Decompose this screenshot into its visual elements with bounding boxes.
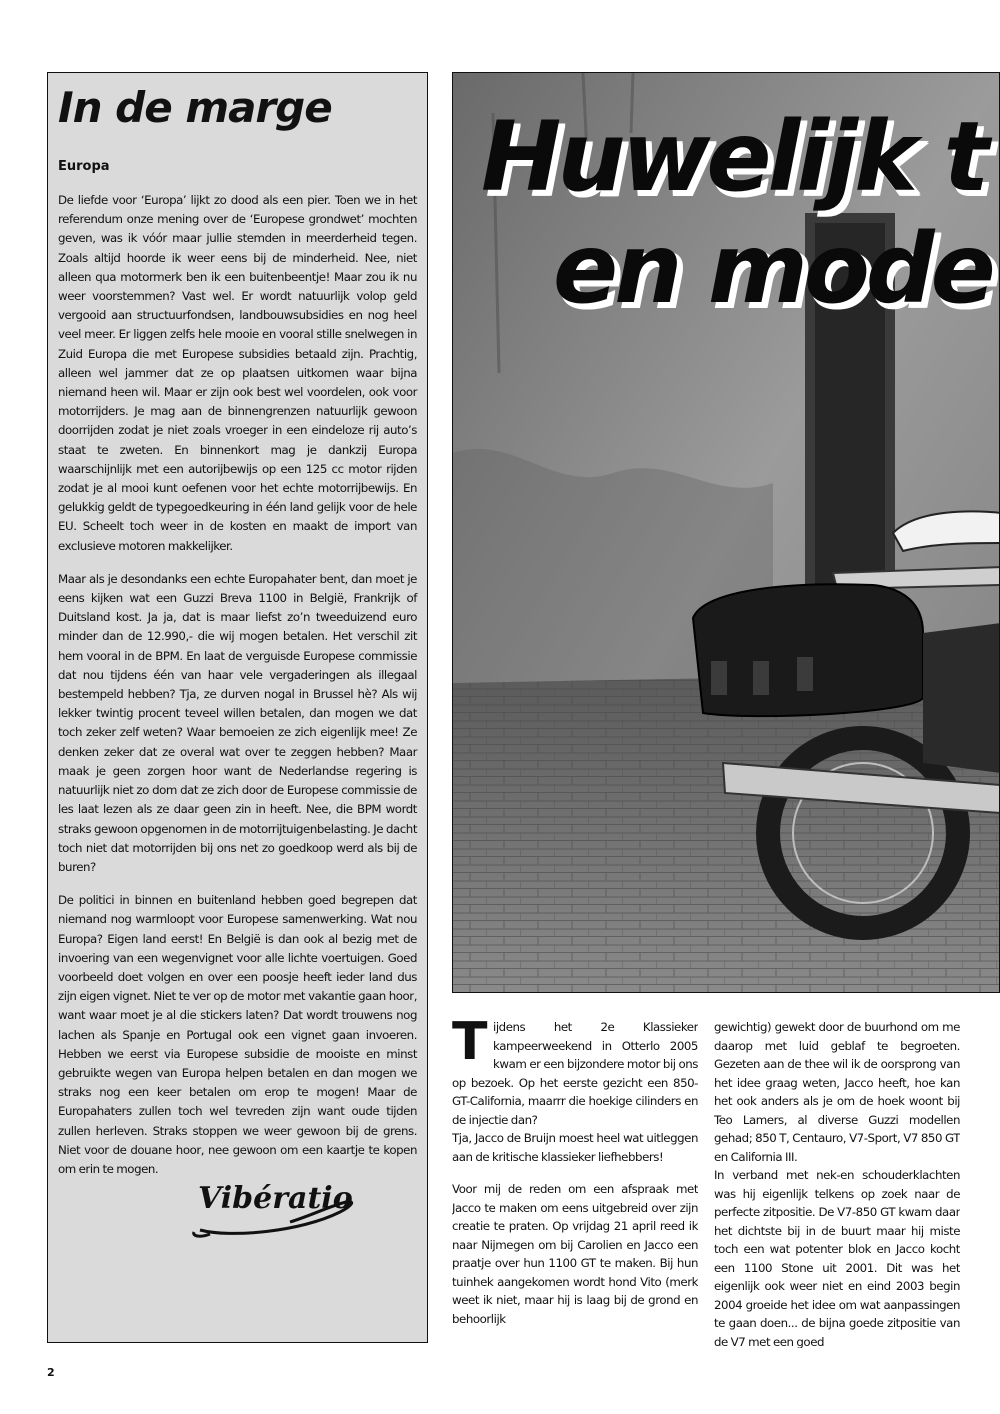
- article-paragraph-1: [452, 1018, 698, 1129]
- sidebar-paragraph-2: Maar als je desondanks een echte Europahater bent, dan moet je eens kijken wat een Guzzi Breva 1100 in België, Frankrijk of Duitsland kost. Ja ja, dat is maar liefst zo’n tweeduizend euro minder dan de 12.990,- die wij mogen betalen. Het verschil zit hem vooral in de BPM. En laat de verguisde Europese commissie dat nou tijdens één van haar vele vergaderingen als illegaal bestempeld hebben? Tja, ze durven nogal in Brussel hè? Als wij lekker twintig procent teveel willen betalen, dan mogen we dat toch zeker zelf weten? Waar bemoeien ze zich eigenlijk mee! Ze denken zeker dat ze overal wat over te zeggen hebben? Maar maak je geen zorgen hoor want de Nederlandse regering is natuurlijk niet zo dom dat ze zich door de Europese commissie de les laat lezen als ze daar geen zin in heeft. Nee, die BPM wordt straks gewoon opgenomen in de motorrijtuigenbelasting. Je dacht toch niet dat motorrijden bij ons net zo goedkoop werd als bij de buren?: [58, 571, 417, 874]
- page-number: 2: [47, 1366, 55, 1379]
- article-column-2: [714, 1018, 960, 1348]
- motorcycle-photo: [452, 72, 1000, 993]
- article-paragraph-3: Voor mij de reden om een afspraak met Jacco te maken om eens uitgebreid over zijn creatie te praten. Op vrijdag 21 april reed ik naar Nijmegen om bij Carolien en Jacco een praatje over hun 1100 GT te maken. Bij hun tuinhek aangekomen wordt hond Vito (merk weet ik niet, maar hij is laag bij de grond en behoorlijk: [452, 1182, 698, 1326]
- sidebar-paragraph-1: De liefde voor ‘Europa’ lijkt zo dood als een pier. Toen we in het referendum onze mening over de ‘Europese grondwet’ mochten geven, was ik vóór maar jullie stemden in meerderheid tegen. Zoals altijd hoorde ik weer eens bij de minderheid. Nee, niet alleen qua motormerk ben ik een buitenbeentje! Maar zou ik nu weer voorstemmen? Vast wel. Er wordt natuurlijk volop geld vergooid aan structuurfondsen, landbouwsubsidies en nog heel veel meer. Er liggen zelfs hele mooie en vooral stille snelwegen in Zuid Europa die met Europese subsidies betaald zijn. Prachtig, alleen wel jammer dat ze op plaatsen uitkomen waar bijna niemand heen wil. Maar er zijn ook best wel voordelen, ook voor motorrijders. Je mag aan de binnengrenzen natuurlijk gewoon doorrijden zodat je niet zoals vroeger in een eindeloze rij auto’s staat te zweten. En binnenkort mag je dankzij Europa waarschijnlijk met een autorijbewijs op een 125 cc motor rijden zodat je al mooi kunt oefenen voor het echte motorrijbewijs. En gelukkig geldt de typegoedkeuring in één land gelijk voor de hele EU. Scheelt toch weer in de kosten en maakt de import van exclusieve motoren makkelijker.: [58, 193, 417, 553]
- article-paragraph-5: In verband met nek-en schouderklachten was hij eigenlijk telkens op zoek naar de perfecte zitpositie. De V7-850 GT kwam daar het dichtste bij in de buurt maar hij miste toch een wat potenter blok en Jacco kocht een 1100 Stone uit 2001. Dit was het eigenlijk ook weer niet en eind 2003 begin 2004 groeide het idee om wat aanpassingen te gaan doen... de bijna goede zitpositie van de V7 met een goed: [714, 1168, 960, 1348]
- headline-line-2: en mode: [553, 213, 992, 325]
- article-paragraph-1-text: ijdens het 2e Klassieker kampeerweekend in Otterlo 2005 kwam er een bijzondere motor bij ons op bezoek. Op het eerste gezicht een 850-GT-California, maarrr die hoekige cilinders en de injectie dan?: [452, 1020, 698, 1127]
- article-paragraph-2: Tja, Jacco de Bruijn moest heel wat uitleggen aan de kritische klassieker liefhebbers!: [452, 1131, 698, 1164]
- sidebar-column: [47, 72, 428, 1343]
- sidebar-subhead: Europa: [58, 159, 110, 174]
- article-column-1: [452, 1018, 698, 1348]
- drop-cap: T: [452, 1018, 488, 1072]
- headline-line-1: Huwelijk t: [481, 101, 986, 213]
- sidebar-title: In de marge: [58, 83, 332, 132]
- svg-text:Vibératio: Vibératio: [198, 1181, 353, 1216]
- article-headline: [453, 73, 1000, 373]
- article-paragraph-4: gewichtig) gewekt door de buurhond om me daarop met luid geblaf te begroeten. Gezeten aan de thee wil ik de oorsprong van het idee graag weten, Jacco heeft, hoe kan het ook anders als je om de hoek woont bij Teo Lamers, al diverse Guzzi modellen gehad; 850 T, Centauro, V7-Sport, V7 850 GT en California III.: [714, 1020, 960, 1164]
- signature-logo: [190, 1172, 358, 1242]
- sidebar-paragraph-3: De politici in binnen en buitenland hebben goed begrepen dat niemand nog warmloopt voor Europese samenwerking. Wat nou Europa? Eigen land eerst! En België is dan ook al bezig met de invoering van een wegenvignet voor alle lichte voertuigen. Goed voorbeeld doet volgen en over een poosje heeft ieder land dus zijn eigen vignet. Niet te ver op de motor met vakantie gaan hoor, want waar moet je al die stickers laten? Dat wordt trouwens nog lachen als Spanje en Portugal ook een vignet gaan invoeren. Hebben we eerst via Europese subsidie de mooiste en minst gebruikte wegen van Europa helpen betalen en dan mogen we straks nog een keer betalen om erop te mogen! Maar de Europahaters zullen toch wel tevreden zijn want oude tijden zullen herleven. Straks stoppen we weer gewoon bij de grens. Niet voor de douane hoor, nee gewoon om een kaartje te kopen om erin te mogen.: [58, 893, 417, 1176]
